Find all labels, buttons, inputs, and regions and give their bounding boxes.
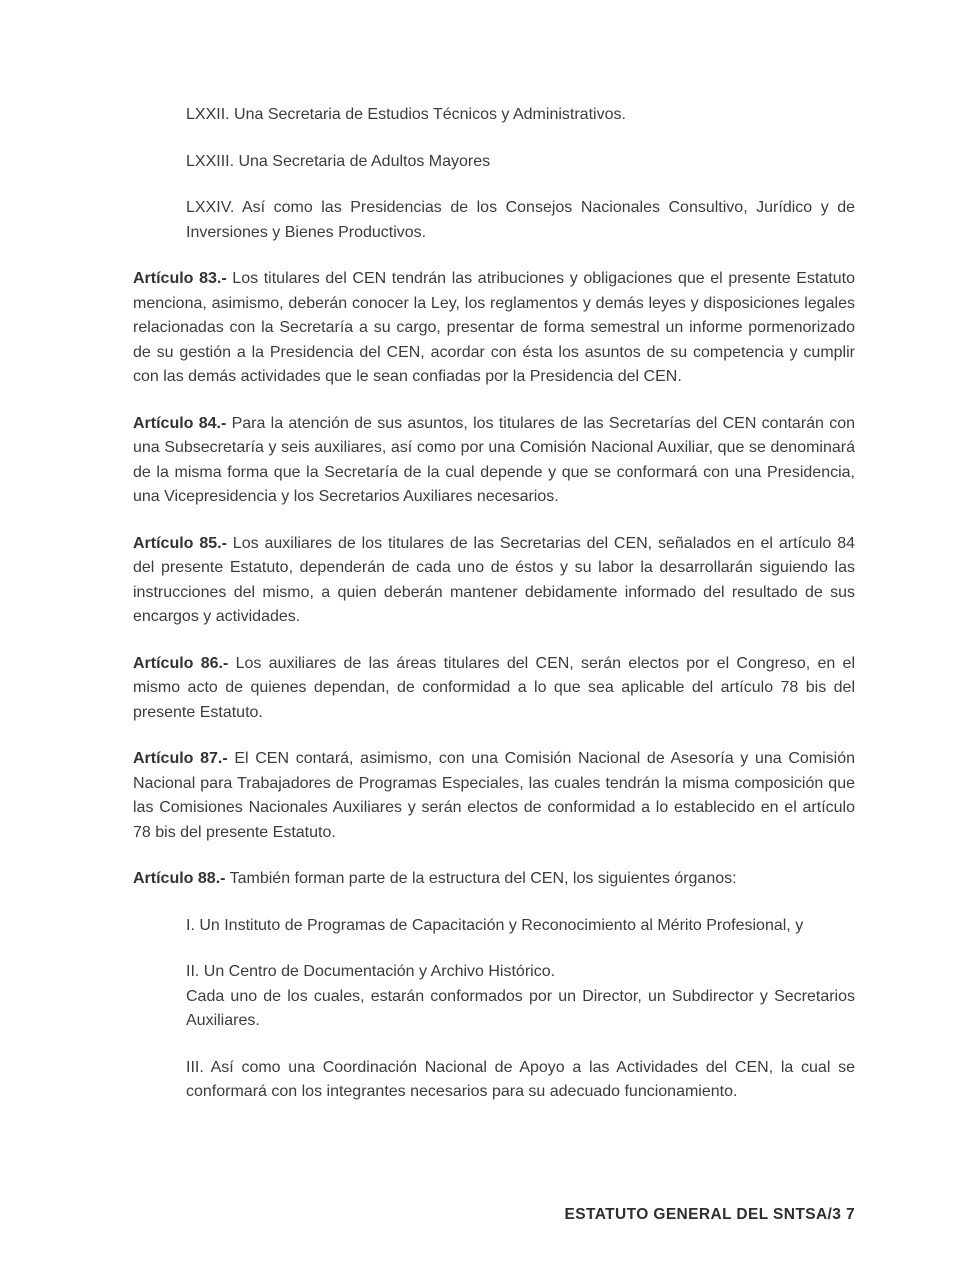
article-85-paragraph <box>133 532 855 630</box>
list-item-ii-line-2: Cada uno de los cuales, estarán conformados por un Director, un Subdirector y Secretarios Auxiliares. <box>186 987 855 1029</box>
article-86-paragraph <box>133 652 855 726</box>
document-content <box>133 103 855 1127</box>
article-85-label: Artículo 85.- <box>133 534 227 552</box>
article-84-paragraph <box>133 412 855 510</box>
article-86-text: Los auxiliares de las áreas titulares del CEN, serán electos por el Congreso, en el mismo acto de quienes dependan, de conformidad a lo que sea aplicable del artículo 78 bis del presente Estatuto. <box>133 654 856 721</box>
list-item-lxxiv: LXXIV. Así como las Presidencias de los Consejos Nacionales Consultivo, Jurídico y de Inversiones y Bienes Productivos. <box>186 199 855 241</box>
article-83-label: Artículo 83.- <box>133 270 227 287</box>
article-88-paragraph <box>133 867 855 892</box>
article-88-text: También forman parte de la estructura del CEN, los siguientes órganos: <box>229 870 737 887</box>
article-84-text: Para la atención de sus asuntos, los titulares de las Secretarías del CEN contarán con una Subsecretaría y seis auxiliares, así como por una Comisión Nacional Auxiliar, que se denominará de la misma forma que la Secretaría de la cual depende y que se conformará con una Presidencia, una Vicepresidencia y los Secretarios Auxiliares necesarios. <box>133 414 856 505</box>
list-item-ii-line-1: II. Un Centro de Documentación y Archivo Histórico. <box>186 963 556 980</box>
article-88-label: Artículo 88.- <box>133 870 226 887</box>
article-83-paragraph <box>133 267 855 390</box>
article-84-label: Artículo 84.- <box>133 414 227 432</box>
list-item-ii <box>186 960 855 1034</box>
list-item-i: I. Un Instituto de Programas de Capacitación y Reconocimiento al Mérito Profesional, y <box>186 916 804 934</box>
article-87-label: Artículo 87.- <box>133 750 228 767</box>
article-83-text: Los titulares del CEN tendrán las atribuciones y obligaciones que el presente Estatuto menciona, asimismo, deberán conocer la Ley, los reglamentos y demás leyes y disposiciones legales relacionadas con la Secretaría a su cargo, presentar de forma semestral un informe pormenorizado de su gestión a la Presidencia del CEN, acordar con ésta los asuntos de su competencia y cumplir con las demás actividades que le sean confiadas por la Presidencia del CEN. <box>133 270 855 385</box>
list-item-lxxii: LXXII. Una Secretaria de Estudios Técnicos y Administrativos. <box>186 106 626 123</box>
list-item-lxxiii: LXXIII. Una Secretaria de Adultos Mayores <box>186 152 491 170</box>
list-item-iii: III. Así como una Coordinación Nacional de Apoyo a las Actividades del CEN, la cual se conformará con los integrantes necesarios para su adecuado funcionamiento. <box>186 1058 855 1100</box>
article-86-label: Artículo 86.- <box>133 654 229 672</box>
article-85-text: Los auxiliares de los titulares de las Secretarias del CEN, señalados en el artículo 84 del presente Estatuto, dependerán de cada uno de éstos y su labor la desarrollarán siguiendo las instrucciones del mismo, a quien deberán mantener debidamente informado del resultado de sus encargos y actividades. <box>133 534 855 625</box>
page-footer: ESTATUTO GENERAL DEL SNTSA/3 7 <box>564 1206 855 1223</box>
article-87-text: El CEN contará, asimismo, con una Comisión Nacional de Asesoría y una Comisión Nacional para Trabajadores de Programas Especiales, las cuales tendrán la misma composición que las Comisiones Nacionales Auxiliares y serán electos de conformidad a lo establecido en el artículo 78 bis del presente Estatuto. <box>133 750 856 841</box>
article-87-paragraph <box>133 747 855 845</box>
